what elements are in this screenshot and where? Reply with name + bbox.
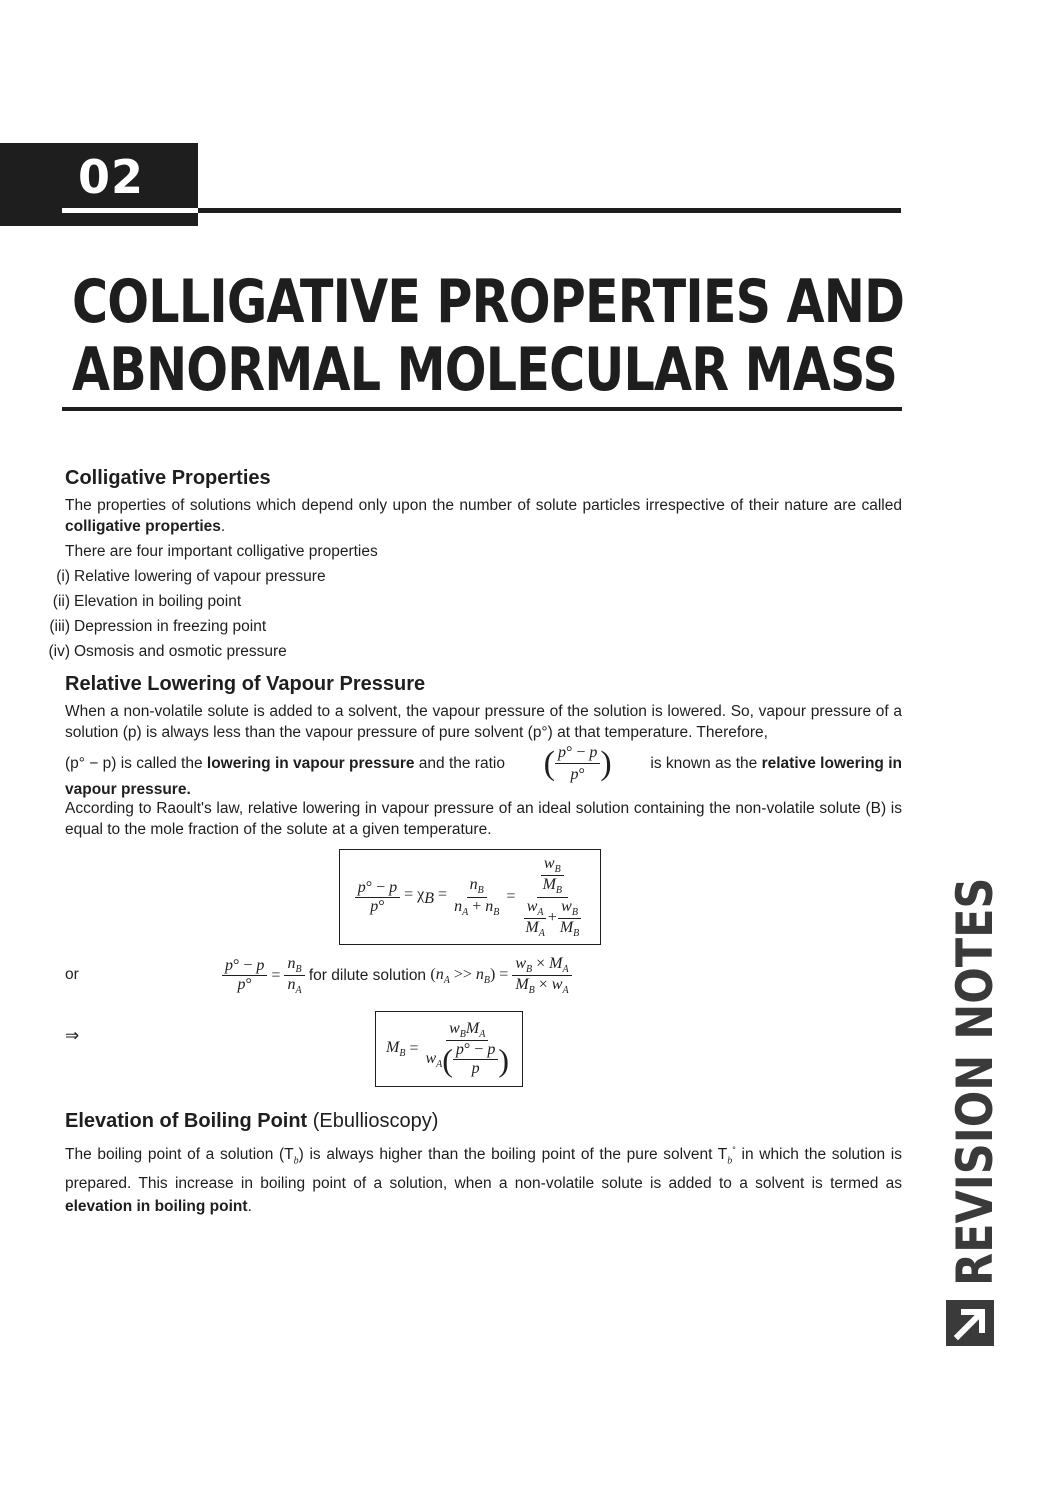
text: .: [220, 518, 226, 535]
section-heading-relative-lowering: Relative Lowering of Vapour Pressure: [65, 673, 426, 695]
implies-symbol: ⇒: [65, 1026, 80, 1045]
text: and the ratio: [414, 755, 505, 772]
bold-term: relative lowering in: [761, 755, 902, 772]
text: ) is always higher than the boiling point of the pure solvent T: [298, 1146, 728, 1164]
paragraph-boiling-point: The boiling point of a solution $(T_b)$ is always higher than the boiling point of the pure solvent $T_b^\circ$ in which the solution is prepared. This increase in boiling point of a solution, when a non-volatile solute is added to a solvent is termed as elevation in boiling point.: [65, 1145, 903, 1216]
revision-notes-text: REVISION NOTES: [945, 877, 1004, 1286]
chapter-underline: [62, 208, 198, 213]
list-number: (i): [56, 568, 70, 585]
text: The boiling point of a solution (T: [65, 1146, 294, 1164]
or-label: or: [65, 966, 79, 983]
paragraph-colligative-definition: [65, 495, 902, 537]
text: The properties of solutions which depend only upon the number of solute particles irrespective of their nature are called: [65, 497, 902, 514]
bold-term: colligative properties: [65, 518, 221, 535]
text: is known as the: [650, 755, 762, 772]
list-number: (iv): [48, 643, 70, 660]
paragraph-intro: There are four important colligative properties: [65, 543, 378, 560]
section-heading-boiling-point: [65, 1110, 438, 1133]
arrow-up-right-icon: [946, 1300, 994, 1346]
heading-normal: (Ebullioscopy): [307, 1110, 439, 1132]
chapter-title-line-2: ABNORMAL MOLECULAR MASS: [72, 335, 898, 405]
revision-notes-banner: [945, 877, 1004, 1290]
title-divider: [62, 407, 902, 411]
list-item: [40, 589, 326, 614]
paragraph-vapour-pressure: When a non-volatile solute is added to a solvent, the vapour pressure of the solution is lowered. So, vapour pressure of a solution (p) is always less than the vapour pressure of pure solvent (p°) at that temperature. Therefore,: [65, 703, 902, 741]
list-item: [40, 614, 326, 639]
text: (p° − p) is called the: [65, 755, 207, 772]
property-list: [40, 564, 326, 664]
top-divider: [198, 208, 901, 213]
list-number: (iii): [49, 618, 70, 635]
text: in which the solution is prepared. This increase in boiling point of a solution, when a non-volatile solute is added to a solvent is termed as: [65, 1146, 903, 1193]
chapter-title: [72, 267, 905, 405]
list-text: Relative lowering of vapour pressure: [74, 568, 326, 585]
text: .: [247, 1198, 252, 1216]
molar-mass-formula-box: $M_B$ = $w_BM_A$ $w_A$ ( $\frac{p^\circ - p}{p}$ ): [375, 1011, 523, 1087]
dilute-text: for dilute solution: [308, 966, 427, 984]
bold-term: elevation in boiling point: [65, 1198, 248, 1216]
bold-term: lowering in vapour pressure: [206, 755, 415, 772]
list-item: [40, 564, 326, 589]
chapter-number: 02: [78, 150, 145, 204]
list-text: Depression in freezing point: [74, 618, 267, 635]
chapter-title-line-1: COLLIGATIVE PROPERTIES AND: [72, 267, 905, 337]
dilute-solution-formula: $\frac{p^\circ - p}{p^\circ}$ = $\frac{n_B}{n_A}$ for dilute solution $(n_A >> n_B)$ = $\frac{w_B \times M_A}{M_B \times w_A}$: [222, 955, 572, 996]
paragraph-raoults-law: According to Raoult's law, relative lowering in vapour pressure of an ideal solution containing the non-volatile solute (B) is equal to the mole fraction of the solute at a given temperature.: [65, 800, 902, 838]
paragraph-lowering-ratio: [65, 742, 902, 800]
ratio-formula: ( $\frac{p^\circ - p}{p^\circ}$ ): [543, 744, 612, 783]
list-text: Elevation in boiling point: [74, 593, 242, 610]
heading-bold: Elevation of Boiling Point: [65, 1110, 308, 1132]
list-text: Osmosis and osmotic pressure: [74, 643, 287, 660]
list-number: (ii): [52, 593, 70, 610]
list-item: [40, 639, 326, 664]
bold-term: vapour pressure.: [65, 781, 191, 798]
raoult-formula-box: $\frac{p^\circ - p}{p^\circ}$ = $\chi_B$ = $\frac{n_B}{n_A + n_B}$ = $\frac{w_B}{M_B}$ $\frac{w_A}{M_A}$ + $\frac{w_B}{M_B}$: [339, 849, 601, 945]
section-heading-colligative: Colligative Properties: [65, 467, 271, 489]
